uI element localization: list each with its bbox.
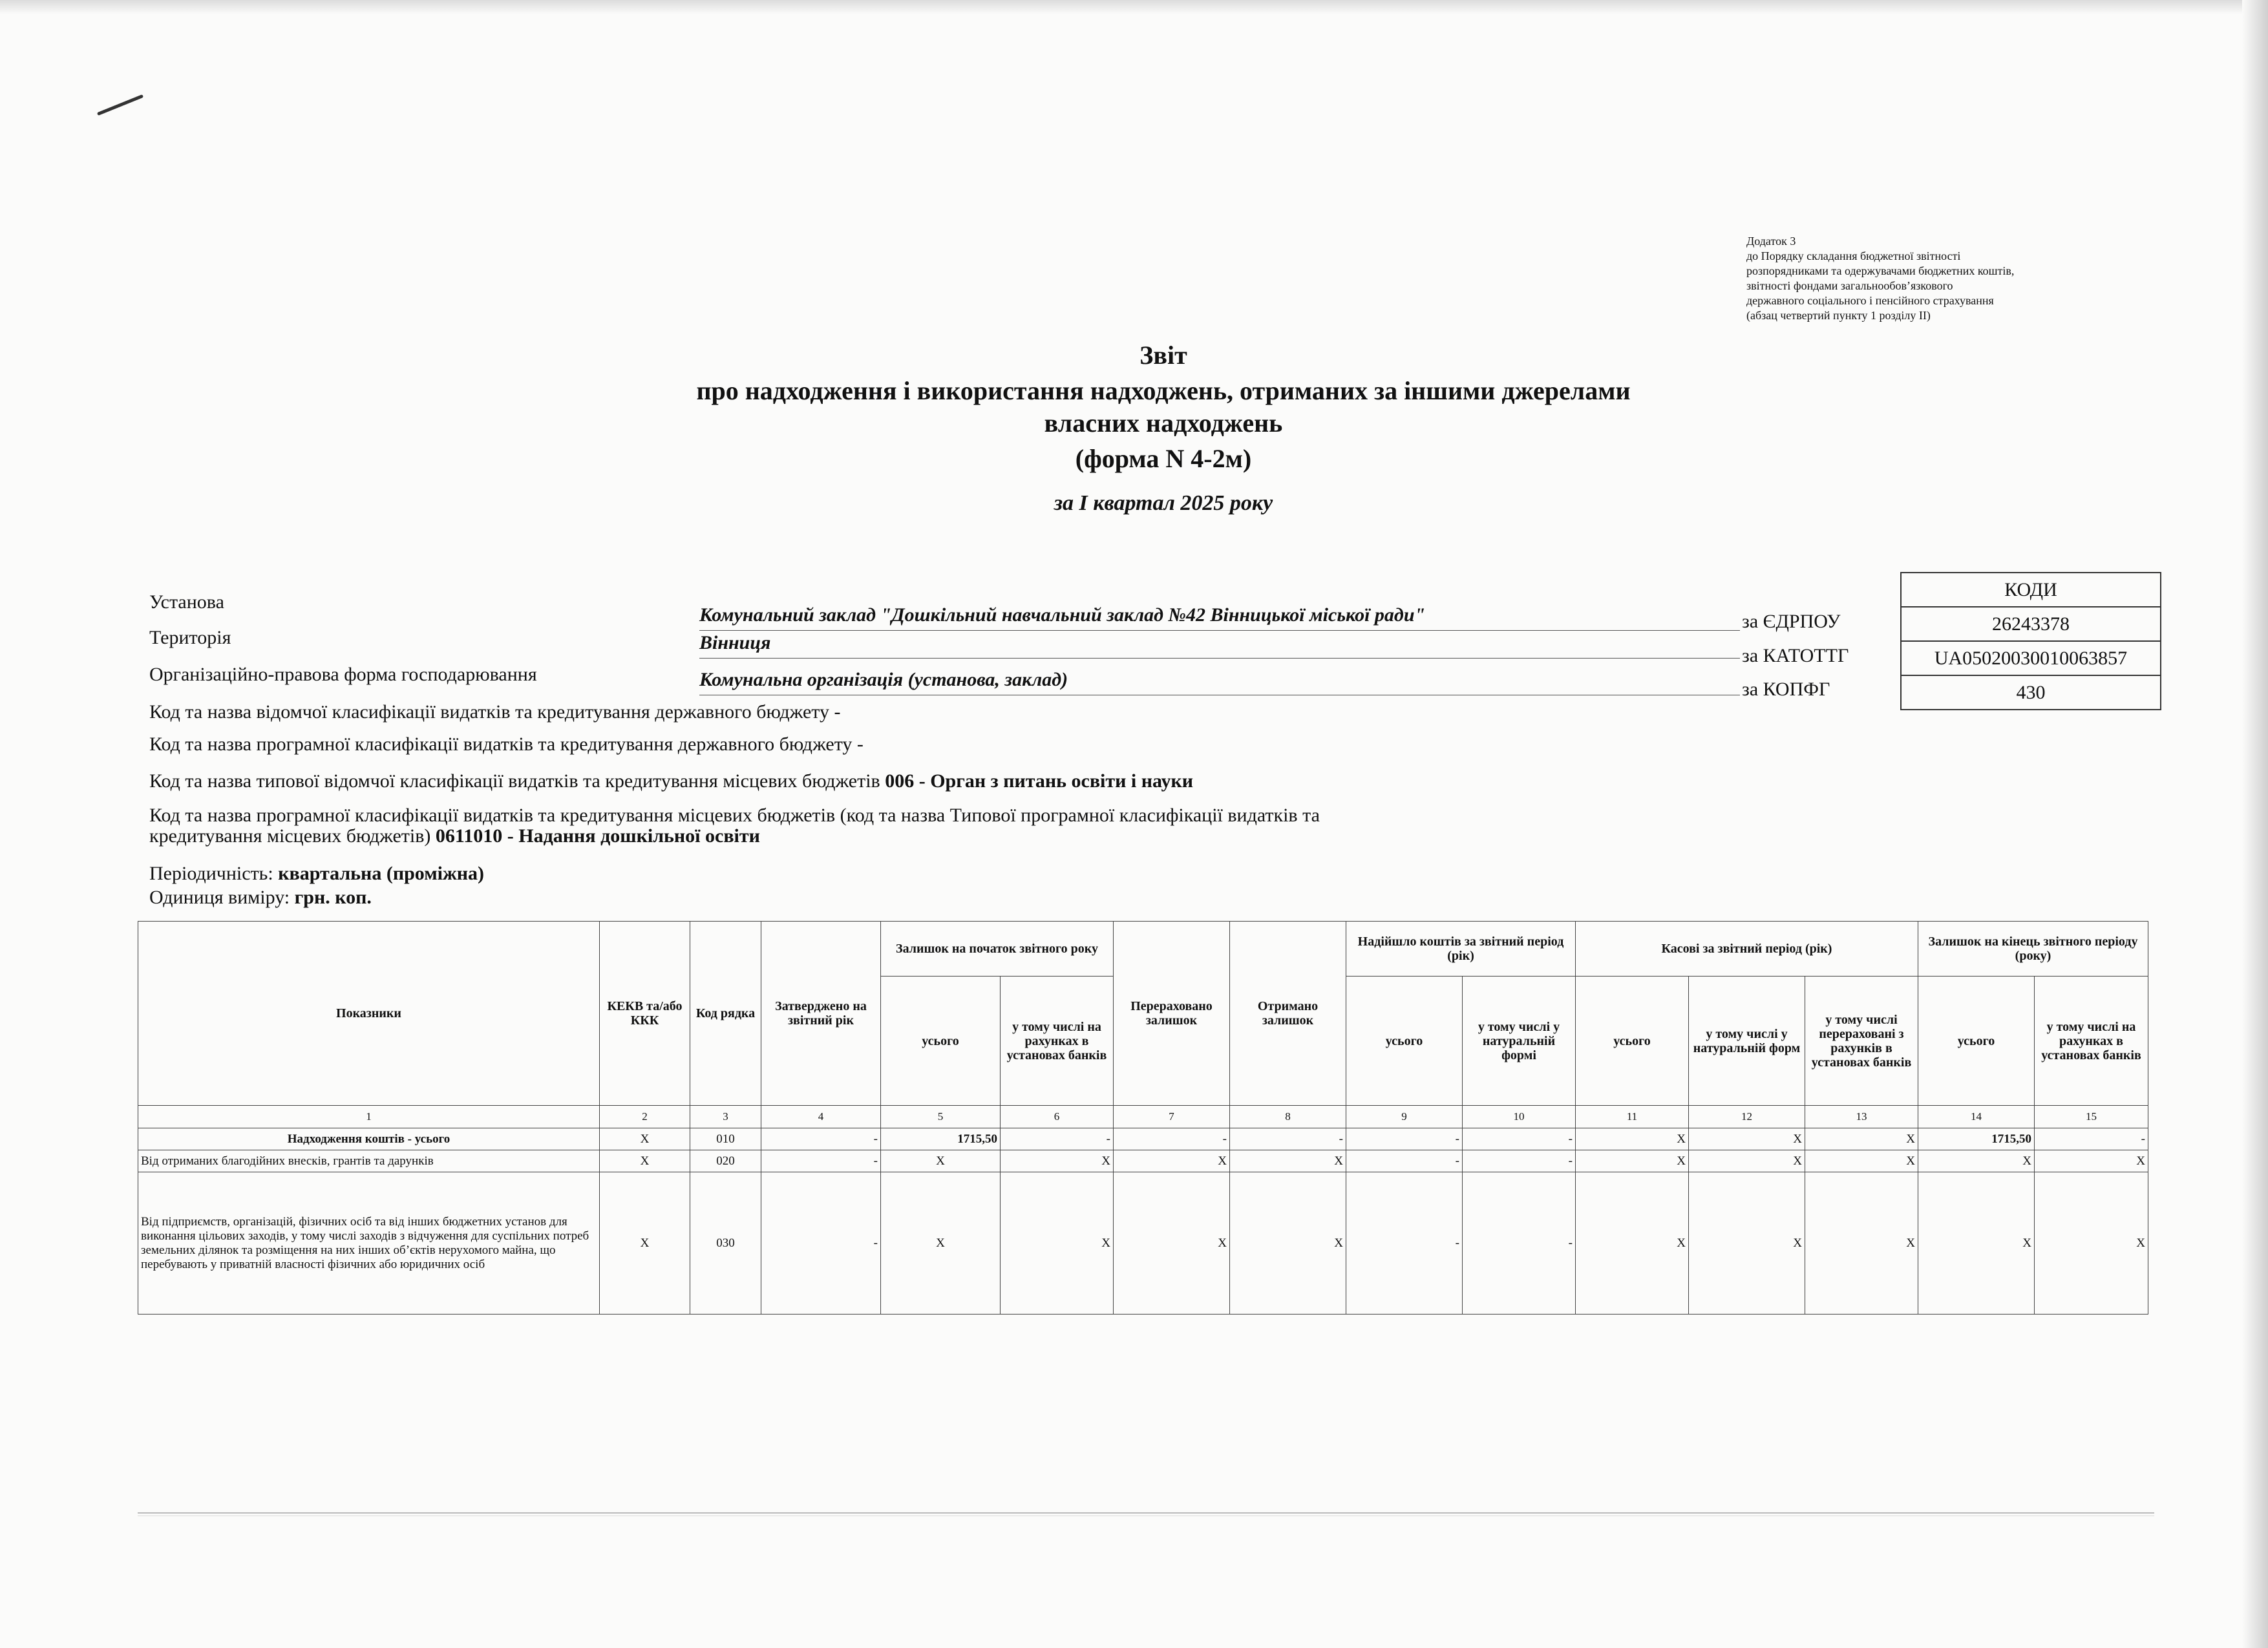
local-program-value: 0611010 - Надання дошкільної освіти bbox=[435, 825, 760, 847]
report-subtitle: про надходження і використання надходжень, отриманих за іншими джерелами bbox=[696, 376, 1631, 405]
institution-value: Комунальний заклад "Дошкільний навчальний заклад №42 Вінницької міської ради" bbox=[699, 604, 1740, 631]
local-dept-classification bbox=[149, 770, 1610, 792]
unit-value: грн. коп. bbox=[294, 887, 372, 908]
cell: X bbox=[1576, 1128, 1689, 1150]
cell: X bbox=[1918, 1150, 2035, 1172]
cell: X bbox=[1689, 1172, 1805, 1315]
cell: - bbox=[1463, 1172, 1576, 1315]
col-num: 7 bbox=[1114, 1106, 1230, 1128]
cell: - bbox=[1346, 1128, 1463, 1150]
col-indicators: Показники bbox=[138, 922, 600, 1106]
scan-top-edge bbox=[0, 0, 2268, 14]
periodicity-label: Періодичність: bbox=[149, 863, 273, 884]
col-row-code: Код рядка bbox=[690, 922, 761, 1106]
katottg-label: за КАТОТТГ bbox=[1742, 645, 1849, 666]
cell: - bbox=[1001, 1128, 1114, 1150]
state-dept-classification: Код та назва відомчої класифікації видатків та кредитування державного бюджету - bbox=[149, 701, 841, 723]
col-income: Надійшло коштів за звітний період (рік) bbox=[1346, 922, 1576, 977]
cell-kekv: X bbox=[600, 1128, 690, 1150]
kopfg-label: за КОПФГ bbox=[1742, 679, 1830, 700]
cell: - bbox=[761, 1150, 881, 1172]
cell: X bbox=[1805, 1128, 1918, 1150]
cell-code: 030 bbox=[690, 1172, 761, 1315]
cell: X bbox=[1576, 1172, 1689, 1315]
col-cash-total: усього bbox=[1576, 977, 1689, 1106]
col-num: 15 bbox=[2035, 1106, 2148, 1128]
col-num: 9 bbox=[1346, 1106, 1463, 1128]
local-program-classification-2 bbox=[149, 825, 1610, 847]
edrpou-code: 26243378 bbox=[1901, 607, 2161, 641]
footer-divider bbox=[138, 1512, 2154, 1516]
col-num: 12 bbox=[1689, 1106, 1805, 1128]
appendix-line: до Порядку складання бюджетної звітності bbox=[1746, 249, 1961, 262]
cell: X bbox=[1001, 1172, 1114, 1315]
cell: X bbox=[1114, 1150, 1230, 1172]
col-approved: Затверджено на звітний рік bbox=[761, 922, 881, 1106]
col-received: Отримано залишок bbox=[1230, 922, 1346, 1106]
cell: 1715,50 bbox=[1918, 1128, 2035, 1150]
col-num: 1 bbox=[138, 1106, 600, 1128]
cell: - bbox=[1463, 1150, 1576, 1172]
cell: X bbox=[1805, 1150, 1918, 1172]
state-program-classification: Код та назва програмної класифікації видатків та кредитування державного бюджету - bbox=[149, 734, 864, 755]
table-row bbox=[138, 1128, 2148, 1150]
col-num: 3 bbox=[690, 1106, 761, 1128]
local-dept-value: 006 - Орган з питань освіти і науки bbox=[885, 770, 1194, 792]
col-num: 11 bbox=[1576, 1106, 1689, 1128]
cell: X bbox=[2035, 1172, 2148, 1315]
col-transferred: Перераховано залишок bbox=[1114, 922, 1230, 1106]
cell: - bbox=[1114, 1128, 1230, 1150]
report-period: за І квартал 2025 року bbox=[1054, 491, 1273, 515]
col-num: 10 bbox=[1463, 1106, 1576, 1128]
appendix-line: Додаток 3 bbox=[1746, 235, 1796, 248]
periodicity bbox=[149, 863, 1610, 885]
col-num: 8 bbox=[1230, 1106, 1346, 1128]
codes-table bbox=[1900, 572, 2161, 710]
col-num: 13 bbox=[1805, 1106, 1918, 1128]
col-num: 2 bbox=[600, 1106, 690, 1128]
col-kekv: КЕКВ та/або ККК bbox=[600, 922, 690, 1106]
cell: X bbox=[881, 1150, 1001, 1172]
cell: - bbox=[1230, 1128, 1346, 1150]
cell-code: 010 bbox=[690, 1128, 761, 1150]
col-num: 5 bbox=[881, 1106, 1001, 1128]
appendix-line: звітності фондами загальнообов’язкового bbox=[1746, 279, 1953, 292]
cell: 1715,50 bbox=[881, 1128, 1001, 1150]
local-program-label: кредитування місцевих бюджетів) bbox=[149, 825, 431, 847]
local-program-classification: Код та назва програмної класифікації видатків та кредитування місцевих бюджетів (код та назва Типової програмної класифікації видатків та bbox=[149, 805, 1320, 826]
cell: - bbox=[1463, 1128, 1576, 1150]
appendix-note bbox=[1746, 234, 2147, 323]
cell: - bbox=[2035, 1128, 2148, 1150]
cell: X bbox=[1805, 1172, 1918, 1315]
report-title: Звіт bbox=[1139, 341, 1187, 370]
cell: X bbox=[1001, 1150, 1114, 1172]
col-balance-end-bank: у тому числі на рахунках в установах банків bbox=[2035, 977, 2148, 1106]
cell: X bbox=[1230, 1150, 1346, 1172]
col-num: 14 bbox=[1918, 1106, 2035, 1128]
row-name: Від отриманих благодійних внесків, грантів та дарунків bbox=[138, 1150, 600, 1172]
cell: - bbox=[1346, 1150, 1463, 1172]
cell-kekv: X bbox=[600, 1172, 690, 1315]
col-balance-end-total: усього bbox=[1918, 977, 2035, 1106]
report-table bbox=[138, 921, 2148, 1315]
table-row bbox=[138, 1172, 2148, 1315]
katottg-code: UA05020030010063857 bbox=[1901, 641, 2161, 675]
unit-of-measure bbox=[149, 887, 1610, 909]
row-name: Надходження коштів - усього bbox=[138, 1128, 600, 1150]
cell: X bbox=[1230, 1172, 1346, 1315]
cell: X bbox=[881, 1172, 1001, 1315]
col-balance-start-total: усього bbox=[881, 977, 1001, 1106]
scan-mark bbox=[97, 94, 143, 116]
cell: X bbox=[1114, 1172, 1230, 1315]
territory-value: Вінниця bbox=[699, 632, 1740, 659]
cell: X bbox=[1689, 1128, 1805, 1150]
scan-right-edge bbox=[2242, 0, 2268, 1648]
col-balance-start: Залишок на початок звітного року bbox=[881, 922, 1114, 977]
report-subtitle-2: власних надходжень bbox=[1044, 408, 1283, 438]
cell: - bbox=[761, 1128, 881, 1150]
kopfg-code: 430 bbox=[1901, 675, 2161, 710]
institution-label: Установа bbox=[149, 591, 224, 613]
cell: X bbox=[1576, 1150, 1689, 1172]
column-numbers-row bbox=[138, 1106, 2148, 1128]
legal-form-value: Комунальна організація (установа, заклад) bbox=[699, 669, 1740, 695]
col-income-total: усього bbox=[1346, 977, 1463, 1106]
cell: - bbox=[761, 1172, 881, 1315]
col-income-natural: у тому числі у натуральній формі bbox=[1463, 977, 1576, 1106]
codes-header: КОДИ bbox=[1901, 573, 2161, 607]
col-cash: Касові за звітний період (рік) bbox=[1576, 922, 1918, 977]
col-balance-end: Залишок на кінець звітного періоду (року) bbox=[1918, 922, 2148, 977]
col-cash-bank: у тому числі перераховані з рахунків в установах банків bbox=[1805, 977, 1918, 1106]
cell: X bbox=[1689, 1150, 1805, 1172]
territory-label: Територія bbox=[149, 627, 231, 648]
legal-form-label: Організаційно-правова форма господарювання bbox=[149, 664, 537, 685]
cell-code: 020 bbox=[690, 1150, 761, 1172]
appendix-line: державного соціального і пенсійного страхування bbox=[1746, 294, 1994, 307]
appendix-line: розпорядниками та одержувачами бюджетних коштів, bbox=[1746, 264, 2015, 277]
col-cash-natural: у тому числі у натуральній форм bbox=[1689, 977, 1805, 1106]
edrpou-label: за ЄДРПОУ bbox=[1742, 611, 1841, 632]
cell: - bbox=[1346, 1172, 1463, 1315]
local-dept-label: Код та назва типової відомчої класифікації видатків та кредитування місцевих бюджетів bbox=[149, 770, 880, 792]
table-row bbox=[138, 1150, 2148, 1172]
cell: X bbox=[1918, 1172, 2035, 1315]
appendix-line: (абзац четвертий пункту 1 розділу II) bbox=[1746, 309, 1931, 322]
form-number: (форма N 4-2м) bbox=[1075, 444, 1252, 473]
periodicity-value: квартальна (проміжна) bbox=[278, 863, 485, 884]
cell-kekv: X bbox=[600, 1150, 690, 1172]
col-num: 6 bbox=[1001, 1106, 1114, 1128]
row-name: Від підприємств, організацій, фізичних осіб та від інших бюджетних установ для виконання цільових заходів, у тому числі заходів з відчуження для суспільних потреб земельних ділянок та розміщення на них інших об’єктів нерухомого майна, що перебувають у приватній власності фізичних або юридичних осіб bbox=[138, 1172, 600, 1315]
unit-label: Одиниця виміру: bbox=[149, 887, 290, 908]
col-balance-start-bank: у тому числі на рахунках в установах банків bbox=[1001, 977, 1114, 1106]
cell: X bbox=[2035, 1150, 2148, 1172]
col-num: 4 bbox=[761, 1106, 881, 1128]
